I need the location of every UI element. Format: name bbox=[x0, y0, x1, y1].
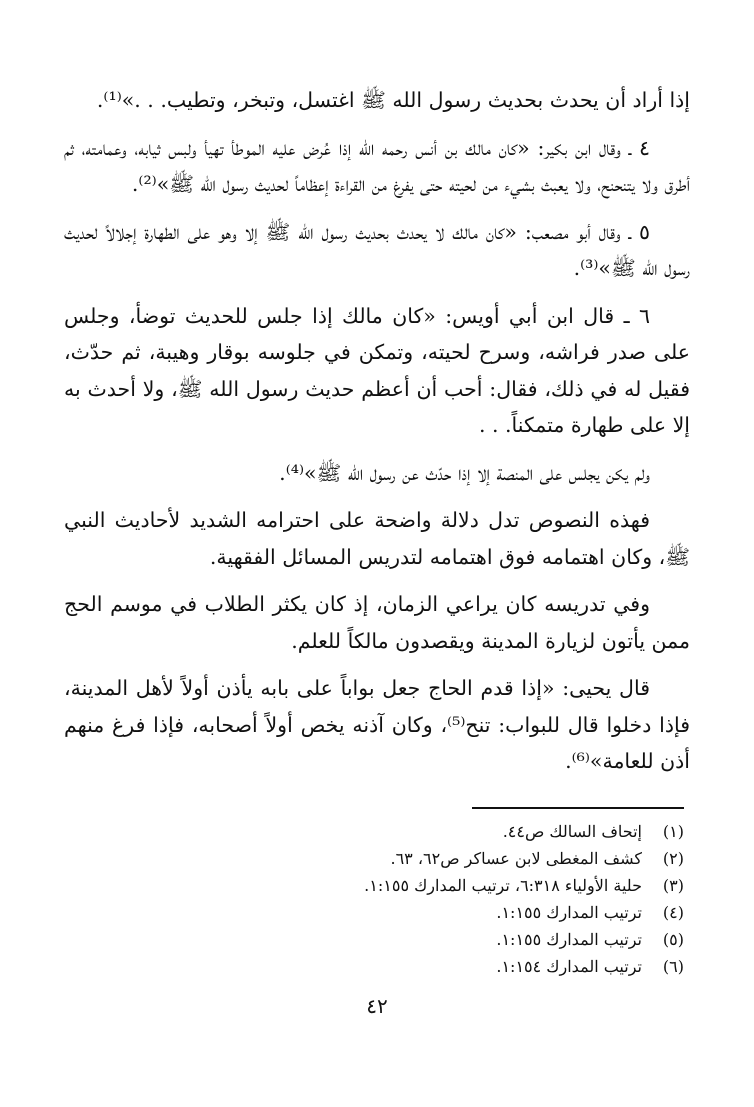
footnote-number: (٦) bbox=[662, 957, 684, 976]
footnote-text: كشف المغطى لابن عساكر ص٦٢، ٦٣. bbox=[390, 849, 642, 868]
paragraph-commentary: فهذه النصوص تدل دلالة واضحة على احترامه الشديد لأحاديث النبي ﷺ، وكان اهتمامه فوق اهتمامه لتدريس المسائل الفقهية. bbox=[64, 508, 690, 569]
footnote-item bbox=[70, 926, 684, 953]
paragraph-teaching-season: وفي تدريسه كان يراعي الزمان، إذ كان يكثر الطلاب في موسم الحج ممن يأتون لزيارة المدينة ويقصدون مالكاً للعلم. bbox=[64, 592, 690, 653]
footnote-number: (٥) bbox=[662, 930, 684, 949]
paragraph-minassa: ولم يكن يجلس على المنصة إلا إذا حدّث عن رسول الله ﷺ»⁽⁴⁾. bbox=[279, 460, 650, 485]
main-text bbox=[64, 82, 690, 791]
footnote-item bbox=[70, 845, 684, 872]
footnote-item bbox=[70, 899, 684, 926]
paragraph-ibn-abi-uways: ٦ ـ قال ابن أبي أويس: «كان مالك إذا جلس للحديث توضأ، وجلس على صدر فراشه، وسرح لحيته، وتمكن في جلوسه بوقار وهيبة، ثم حدّث، فقيل له في ذلك، فقال: أحب أن أعظم حديث رسول الله ﷺ، ولا أحدث به إلا على طهارة متمكناً. . . bbox=[64, 303, 690, 437]
footnote-separator bbox=[472, 807, 684, 809]
footnote-item bbox=[70, 872, 684, 899]
footnote-item bbox=[70, 818, 684, 845]
footnote-text: ترتيب المدارك ١:١٥٤. bbox=[496, 957, 642, 976]
paragraph-ibn-bukayr: ٤ ـ وقال ابن بكير: «كان مالك بن أنس رحمه الله إذا عُرض عليه الموطأ تهيأ ولبس ثيابه، وعمامته، ثم أطرق ولا يتنحنح، ولا يعبث بشيء من لحيته حتى يفرغ من القراءة إعظاماً لحديث رسول الله ﷺ»⁽²⁾. bbox=[64, 135, 690, 196]
footnote-number: (٣) bbox=[662, 876, 684, 895]
paragraph-abu-musab: ٥ ـ وقال أبو مصعب: «كان مالك لا يحدث بحديث رسول الله ﷺ إلا وهو على الطهارة إجلالاً لحديث رسول الله ﷺ»⁽³⁾. bbox=[64, 219, 690, 280]
paragraph-continuation: إذا أراد أن يحدث بحديث رسول الله ﷺ اغتسل، وتبخر، وتطيب. . .»⁽¹⁾. bbox=[96, 88, 690, 112]
footnote-number: (٢) bbox=[662, 849, 684, 868]
footnote-text: حلية الأولياء ٦:٣١٨، ترتيب المدارك ١:١٥٥. bbox=[364, 876, 642, 895]
paragraph-yahya: قال يحيى: «إذا قدم الحاج جعل بواباً على بابه يأذن أولاً لأهل المدينة، فإذا دخلوا قال للبواب: تنح⁽⁵⁾، وكان آذنه يخص أولاً أصحابه، فإذا فرغ منهم أذن للعامة»⁽⁶⁾. bbox=[64, 676, 690, 773]
footnote-item bbox=[70, 953, 684, 980]
footnote-text: ترتيب المدارك ١:١٥٥. bbox=[496, 903, 642, 922]
page-number: ٤٢ bbox=[366, 994, 388, 1018]
footnotes bbox=[70, 818, 684, 980]
footnote-number: (١) bbox=[662, 822, 684, 841]
footnote-text: إتحاف السالك ص٤٤. bbox=[502, 822, 642, 841]
footnote-text: ترتيب المدارك ١:١٥٥. bbox=[496, 930, 642, 949]
footnote-number: (٤) bbox=[662, 903, 684, 922]
